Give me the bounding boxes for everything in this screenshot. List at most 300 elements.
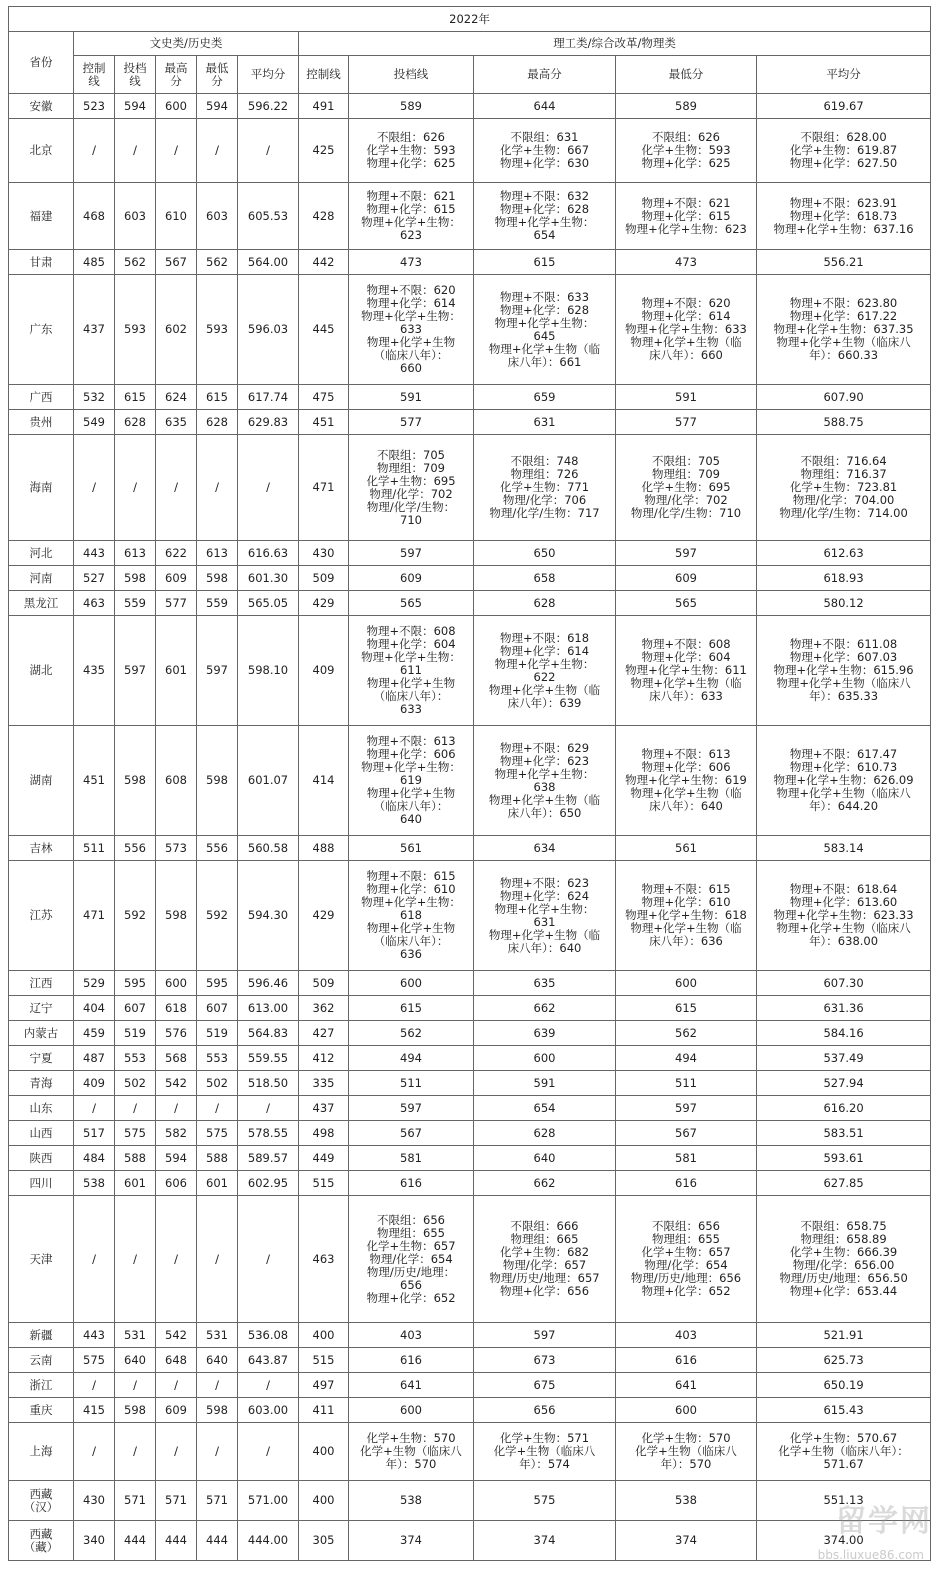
province-cell: 西藏 （汉） — [9, 1481, 74, 1521]
arts-avg-score-cell: 603.00 — [238, 1398, 299, 1423]
province-cell: 上海 — [9, 1423, 74, 1481]
sci-min-score-cell: 473 — [616, 250, 757, 275]
sci-avg-score-cell: 521.91 — [757, 1323, 931, 1348]
sci-filing-line-cell: 567 — [349, 1121, 474, 1146]
sci-filing-line-cell: 374 — [349, 1521, 474, 1561]
arts-filing-line-cell: / — [115, 1423, 156, 1481]
sci-filing-line-cell: 591 — [349, 385, 474, 410]
arts-min-score-cell: 628 — [197, 410, 238, 435]
arts-avg-score-cell: / — [238, 1373, 299, 1398]
table-row — [9, 1398, 931, 1423]
sci-max-score-cell: 591 — [474, 1071, 616, 1096]
arts-avg-score-cell: 564.00 — [238, 250, 299, 275]
province-cell: 陕西 — [9, 1146, 74, 1171]
arts-max-score-cell: 622 — [156, 541, 197, 566]
sci-avg-score-cell: 583.14 — [757, 836, 931, 861]
arts-avg-score-cell: 643.87 — [238, 1348, 299, 1373]
arts-max-score-cell: 606 — [156, 1171, 197, 1196]
arts-avg-score-cell: 601.07 — [238, 726, 299, 836]
sci-max-score-cell: 374 — [474, 1521, 616, 1561]
arts-min-score-cell: 598 — [197, 726, 238, 836]
sci-avg-score-cell: 593.61 — [757, 1146, 931, 1171]
table-row — [9, 1021, 931, 1046]
arts-max-score-cell: 582 — [156, 1121, 197, 1146]
sci-avg-score-cell: 584.16 — [757, 1021, 931, 1046]
sci-max-score-cell: 662 — [474, 996, 616, 1021]
sci-max-score-cell: 659 — [474, 385, 616, 410]
sci-avg-score-cell: 374.00 — [757, 1521, 931, 1561]
sci-min-score-header: 最低分 — [616, 56, 757, 94]
table-row — [9, 410, 931, 435]
province-cell: 福建 — [9, 183, 74, 250]
sci-avg-score-cell: 不限组：628.00 化学+生物：619.87 物理+化学：627.50 — [757, 119, 931, 183]
arts-control-line-cell: / — [74, 1096, 115, 1121]
sci-filing-line-cell: 物理+不限：620 物理+化学：614 物理+化学+生物： 633 物理+化学+生物 （临床八年）： 660 — [349, 275, 474, 385]
sci-avg-score-cell: 527.94 — [757, 1071, 931, 1096]
arts-min-score-cell: 598 — [197, 566, 238, 591]
sci-max-score-cell: 物理+不限：633 物理+化学：628 物理+化学+生物： 645 物理+化学+生物（临 床八年）：661 — [474, 275, 616, 385]
arts-avg-score-cell: 617.74 — [238, 385, 299, 410]
sci-min-score-cell: 562 — [616, 1021, 757, 1046]
arts-min-score-cell: / — [197, 1423, 238, 1481]
arts-filing-line-cell: 595 — [115, 971, 156, 996]
arts-avg-score-cell: 518.50 — [238, 1071, 299, 1096]
sci-min-score-cell: 化学+生物：570 化学+生物（临床八 年）：570 — [616, 1423, 757, 1481]
sci-avg-score-cell: 551.13 — [757, 1481, 931, 1521]
sci-min-score-cell: 物理+不限：608 物理+化学：604 物理+化学+生物：611 物理+化学+生物（临 床八年）：633 — [616, 616, 757, 726]
sci-control-line-cell: 400 — [299, 1423, 349, 1481]
arts-avg-score-cell: 596.22 — [238, 94, 299, 119]
sci-max-score-cell: 物理+不限：629 物理+化学：623 物理+化学+生物： 638 物理+化学+生物（临 床八年）：650 — [474, 726, 616, 836]
province-cell: 甘肃 — [9, 250, 74, 275]
arts-filing-line-cell: 556 — [115, 836, 156, 861]
arts-max-score-cell: 573 — [156, 836, 197, 861]
watermark-logo: 留学网 — [836, 1504, 932, 1539]
arts-control-line-cell: / — [74, 119, 115, 183]
sci-avg-score-cell: 612.63 — [757, 541, 931, 566]
province-cell: 辽宁 — [9, 996, 74, 1021]
sci-control-line-cell: 305 — [299, 1521, 349, 1561]
table-row — [9, 250, 931, 275]
arts-min-score-cell: 519 — [197, 1021, 238, 1046]
province-cell: 海南 — [9, 435, 74, 541]
arts-control-line-cell: 523 — [74, 94, 115, 119]
province-cell: 江苏 — [9, 861, 74, 971]
sci-filing-line-cell: 616 — [349, 1348, 474, 1373]
arts-avg-score-cell: 596.03 — [238, 275, 299, 385]
sci-min-score-cell: 物理+不限：620 物理+化学：614 物理+化学+生物：633 物理+化学+生物（临 床八年）：660 — [616, 275, 757, 385]
arts-max-score-cell: 635 — [156, 410, 197, 435]
sci-control-line-cell: 497 — [299, 1373, 349, 1398]
sci-min-score-cell: 597 — [616, 1096, 757, 1121]
sci-min-score-cell: 615 — [616, 996, 757, 1021]
sci-min-score-cell: 403 — [616, 1323, 757, 1348]
sci-avg-score-header: 平均分 — [757, 56, 931, 94]
arts-min-score-cell: 556 — [197, 836, 238, 861]
arts-max-score-cell: 598 — [156, 861, 197, 971]
sci-avg-score-cell: 物理+不限：623.80 物理+化学：617.22 物理+化学+生物：637.35 物理+化学+生物（临床八 年）：660.33 — [757, 275, 931, 385]
arts-control-line-cell: 517 — [74, 1121, 115, 1146]
table-row — [9, 183, 931, 250]
arts-max-score-cell: 444 — [156, 1521, 197, 1561]
sci-min-score-cell: 616 — [616, 1348, 757, 1373]
arts-max-score-cell: 567 — [156, 250, 197, 275]
arts-avg-score-cell: / — [238, 119, 299, 183]
sci-max-score-cell: 673 — [474, 1348, 616, 1373]
arts-max-score-cell: / — [156, 119, 197, 183]
arts-avg-score-cell: / — [238, 1196, 299, 1323]
arts-control-line-cell: 435 — [74, 616, 115, 726]
province-cell: 青海 — [9, 1071, 74, 1096]
sci-control-line-cell: 437 — [299, 1096, 349, 1121]
arts-max-score-cell: / — [156, 1373, 197, 1398]
sci-avg-score-cell: 不限组：716.64 物理组：716.37 化学+生物：723.81 物理/化学：704.00 物理/化学/生物：714.00 — [757, 435, 931, 541]
sci-control-line-cell: 362 — [299, 996, 349, 1021]
table-row — [9, 1373, 931, 1398]
table-row — [9, 1046, 931, 1071]
sci-avg-score-cell: 625.73 — [757, 1348, 931, 1373]
sci-control-line-cell: 451 — [299, 410, 349, 435]
table-row — [9, 971, 931, 996]
table-row — [9, 861, 931, 971]
sci-filing-line-cell: 565 — [349, 591, 474, 616]
arts-min-score-cell: 595 — [197, 971, 238, 996]
sci-control-line-cell: 427 — [299, 1021, 349, 1046]
table-row — [9, 1423, 931, 1481]
sci-control-line-cell: 414 — [299, 726, 349, 836]
sci-control-line-cell: 463 — [299, 1196, 349, 1323]
arts-min-score-cell: 531 — [197, 1323, 238, 1348]
arts-filing-line-cell: 553 — [115, 1046, 156, 1071]
sci-min-score-cell: 567 — [616, 1121, 757, 1146]
sci-avg-score-cell: 607.30 — [757, 971, 931, 996]
sci-max-score-cell: 不限组：748 物理组：726 化学+生物：771 物理/化学：706 物理/化学/生物：717 — [474, 435, 616, 541]
sci-filing-line-cell: 511 — [349, 1071, 474, 1096]
arts-avg-score-cell: 444.00 — [238, 1521, 299, 1561]
sci-control-line-cell: 445 — [299, 275, 349, 385]
table-row — [9, 836, 931, 861]
sci-control-line-cell: 509 — [299, 971, 349, 996]
sci-control-line-cell: 491 — [299, 94, 349, 119]
arts-avg-score-cell: 629.83 — [238, 410, 299, 435]
sci-filing-line-cell: 403 — [349, 1323, 474, 1348]
arts-max-score-cell: 624 — [156, 385, 197, 410]
sci-max-score-cell: 物理+不限：623 物理+化学：624 物理+化学+生物： 631 物理+化学+生物（临 床八年）：640 — [474, 861, 616, 971]
arts-max-score-cell: 600 — [156, 971, 197, 996]
sci-min-score-cell: 物理+不限：615 物理+化学：610 物理+化学+生物：618 物理+化学+生物（临 床八年）：636 — [616, 861, 757, 971]
sci-filing-line-cell: 538 — [349, 1481, 474, 1521]
arts-min-score-cell: 588 — [197, 1146, 238, 1171]
sci-control-line-cell: 471 — [299, 435, 349, 541]
table-row — [9, 996, 931, 1021]
arts-avg-score-cell: / — [238, 1096, 299, 1121]
sci-min-score-cell: 不限组：705 物理组：709 化学+生物：695 物理/化学：702 物理/化学/生物：710 — [616, 435, 757, 541]
arts-control-line-cell: 529 — [74, 971, 115, 996]
arts-max-score-cell: 610 — [156, 183, 197, 250]
province-cell: 云南 — [9, 1348, 74, 1373]
arts-avg-score-cell: 605.53 — [238, 183, 299, 250]
sci-control-line-cell: 411 — [299, 1398, 349, 1423]
sci-max-score-cell: 675 — [474, 1373, 616, 1398]
province-cell: 西藏 （藏） — [9, 1521, 74, 1561]
arts-control-line-cell: 538 — [74, 1171, 115, 1196]
arts-control-line-cell: 459 — [74, 1021, 115, 1046]
arts-filing-line-cell: 562 — [115, 250, 156, 275]
arts-filing-line-cell: 640 — [115, 1348, 156, 1373]
arts-avg-score-cell: 602.95 — [238, 1171, 299, 1196]
sci-avg-score-cell: 650.19 — [757, 1373, 931, 1398]
arts-min-score-cell: 615 — [197, 385, 238, 410]
arts-max-score-cell: / — [156, 1096, 197, 1121]
sci-control-line-cell: 412 — [299, 1046, 349, 1071]
arts-min-score-cell: 444 — [197, 1521, 238, 1561]
sci-filing-line-cell: 不限组：626 化学+生物：593 物理+化学：625 — [349, 119, 474, 183]
sci-control-line-cell: 509 — [299, 566, 349, 591]
arts-avg-score-cell: 598.10 — [238, 616, 299, 726]
sci-avg-score-cell: 556.21 — [757, 250, 931, 275]
province-cell: 重庆 — [9, 1398, 74, 1423]
arts-min-score-cell: 575 — [197, 1121, 238, 1146]
sci-max-score-header: 最高分 — [474, 56, 616, 94]
admission-score-table — [8, 6, 931, 1561]
arts-control-line-cell: / — [74, 1423, 115, 1481]
sci-max-score-cell: 640 — [474, 1146, 616, 1171]
arts-filing-line-cell: 613 — [115, 541, 156, 566]
table-row — [9, 1348, 931, 1373]
arts-max-score-cell: 571 — [156, 1481, 197, 1521]
arts-max-score-cell: 576 — [156, 1021, 197, 1046]
table-row — [9, 1521, 931, 1561]
arts-filing-line-cell: 597 — [115, 616, 156, 726]
province-cell: 广东 — [9, 275, 74, 385]
sci-control-line-cell: 449 — [299, 1146, 349, 1171]
sci-control-line-cell: 409 — [299, 616, 349, 726]
arts-filing-line-cell: / — [115, 1196, 156, 1323]
arts-max-score-cell: 600 — [156, 94, 197, 119]
arts-filing-line-cell: 444 — [115, 1521, 156, 1561]
arts-max-score-cell: 577 — [156, 591, 197, 616]
sci-min-score-cell: 609 — [616, 566, 757, 591]
arts-min-score-cell: / — [197, 119, 238, 183]
sci-max-score-cell: 597 — [474, 1323, 616, 1348]
sci-filing-line-cell: 不限组：705 物理组：709 化学+生物：695 物理/化学：702 物理/化学/生物： 710 — [349, 435, 474, 541]
table-row — [9, 385, 931, 410]
sci-max-score-cell: 654 — [474, 1096, 616, 1121]
arts-min-score-cell: / — [197, 1096, 238, 1121]
arts-min-score-cell: 613 — [197, 541, 238, 566]
arts-filing-line-cell: 594 — [115, 94, 156, 119]
arts-min-score-cell: 559 — [197, 591, 238, 616]
sci-filing-line-cell: 609 — [349, 566, 474, 591]
arts-min-score-cell: 597 — [197, 616, 238, 726]
sci-filing-line-cell: 641 — [349, 1373, 474, 1398]
sci-control-line-cell: 515 — [299, 1171, 349, 1196]
arts-filing-line-cell: 571 — [115, 1481, 156, 1521]
arts-avg-score-cell: / — [238, 435, 299, 541]
science-group-header: 理工类/综合改革/物理类 — [299, 32, 931, 56]
sci-control-line-cell: 488 — [299, 836, 349, 861]
arts-control-line-cell: 549 — [74, 410, 115, 435]
sci-filing-line-cell: 597 — [349, 541, 474, 566]
sci-avg-score-cell: 化学+生物：570.67 化学+生物（临床八年）： 571.67 — [757, 1423, 931, 1481]
arts-filing-line-cell: 607 — [115, 996, 156, 1021]
arts-min-score-cell: 640 — [197, 1348, 238, 1373]
sci-avg-score-cell: 物理+不限：617.47 物理+化学：610.73 物理+化学+生物：626.09 物理+化学+生物（临床八 年）：644.20 — [757, 726, 931, 836]
arts-min-score-cell: 571 — [197, 1481, 238, 1521]
arts-min-score-header: 最低 分 — [197, 56, 238, 94]
province-cell: 贵州 — [9, 410, 74, 435]
arts-filing-line-cell: 592 — [115, 861, 156, 971]
sci-min-score-cell: 591 — [616, 385, 757, 410]
arts-control-line-cell: 484 — [74, 1146, 115, 1171]
sci-control-line-cell: 335 — [299, 1071, 349, 1096]
arts-max-score-cell: 601 — [156, 616, 197, 726]
sci-avg-score-cell: 616.20 — [757, 1096, 931, 1121]
arts-avg-score-cell: 616.63 — [238, 541, 299, 566]
arts-filing-line-header: 投档 线 — [115, 56, 156, 94]
province-cell: 湖北 — [9, 616, 74, 726]
arts-min-score-cell: 607 — [197, 996, 238, 1021]
sci-control-line-cell: 425 — [299, 119, 349, 183]
sci-min-score-cell: 374 — [616, 1521, 757, 1561]
table-row — [9, 616, 931, 726]
sci-min-score-cell: 561 — [616, 836, 757, 861]
sci-control-line-cell: 428 — [299, 183, 349, 250]
sci-min-score-cell: 物理+不限：613 物理+化学：606 物理+化学+生物：619 物理+化学+生物（临 床八年）：640 — [616, 726, 757, 836]
arts-filing-line-cell: 615 — [115, 385, 156, 410]
arts-max-score-cell: 609 — [156, 566, 197, 591]
arts-control-line-cell: / — [74, 1196, 115, 1323]
arts-min-score-cell: 603 — [197, 183, 238, 250]
arts-control-line-cell: 409 — [74, 1071, 115, 1096]
sci-max-score-cell: 634 — [474, 836, 616, 861]
sci-min-score-cell: 589 — [616, 94, 757, 119]
sci-avg-score-cell: 物理+不限：618.64 物理+化学：613.60 物理+化学+生物：623.33 物理+化学+生物（临床八 年）：638.00 — [757, 861, 931, 971]
sci-min-score-cell: 641 — [616, 1373, 757, 1398]
sci-max-score-cell: 600 — [474, 1046, 616, 1071]
table-row — [9, 591, 931, 616]
arts-filing-line-cell: 502 — [115, 1071, 156, 1096]
sci-filing-line-cell: 物理+不限：613 物理+化学：606 物理+化学+生物： 619 物理+化学+生物 （临床八年）： 640 — [349, 726, 474, 836]
sci-max-score-cell: 615 — [474, 250, 616, 275]
year-header: 2022年 — [9, 7, 931, 32]
province-cell: 内蒙古 — [9, 1021, 74, 1046]
table-row — [9, 1146, 931, 1171]
province-cell: 天津 — [9, 1196, 74, 1323]
arts-control-line-cell: 451 — [74, 726, 115, 836]
sci-filing-line-cell: 473 — [349, 250, 474, 275]
arts-filing-line-cell: 603 — [115, 183, 156, 250]
arts-filing-line-cell: 575 — [115, 1121, 156, 1146]
sci-filing-line-cell: 494 — [349, 1046, 474, 1071]
sci-min-score-cell: 600 — [616, 1398, 757, 1423]
sci-filing-line-cell: 616 — [349, 1171, 474, 1196]
table-row — [9, 119, 931, 183]
sci-max-score-cell: 658 — [474, 566, 616, 591]
arts-control-line-cell: 463 — [74, 591, 115, 616]
arts-control-line-cell: 532 — [74, 385, 115, 410]
table-row — [9, 435, 931, 541]
sci-min-score-cell: 不限组：626 化学+生物：593 物理+化学：625 — [616, 119, 757, 183]
table-row — [9, 726, 931, 836]
sci-avg-score-cell: 物理+不限：611.08 物理+化学：607.03 物理+化学+生物：615.96 物理+化学+生物（临床八 年）：635.33 — [757, 616, 931, 726]
province-cell: 新疆 — [9, 1323, 74, 1348]
arts-max-score-cell: 608 — [156, 726, 197, 836]
province-cell: 河北 — [9, 541, 74, 566]
sci-avg-score-cell: 583.51 — [757, 1121, 931, 1146]
arts-filing-line-cell: 519 — [115, 1021, 156, 1046]
arts-max-score-cell: 542 — [156, 1323, 197, 1348]
sci-control-line-header: 控制线 — [299, 56, 349, 94]
sci-min-score-cell: 600 — [616, 971, 757, 996]
sci-filing-line-cell: 577 — [349, 410, 474, 435]
sci-avg-score-cell: 580.12 — [757, 591, 931, 616]
arts-min-score-cell: 502 — [197, 1071, 238, 1096]
table-row — [9, 541, 931, 566]
sci-max-score-cell: 635 — [474, 971, 616, 996]
sci-avg-score-cell: 631.36 — [757, 996, 931, 1021]
arts-filing-line-cell: / — [115, 1373, 156, 1398]
province-cell: 安徽 — [9, 94, 74, 119]
province-cell: 江西 — [9, 971, 74, 996]
sci-filing-line-cell: 600 — [349, 971, 474, 996]
sci-max-score-cell: 化学+生物：571 化学+生物（临床八 年）：574 — [474, 1423, 616, 1481]
arts-control-line-cell: 468 — [74, 183, 115, 250]
sci-max-score-cell: 不限组：631 化学+生物：667 物理+化学：630 — [474, 119, 616, 183]
province-header: 省份 — [9, 32, 74, 94]
sci-avg-score-cell: 不限组：658.75 物理组：658.89 化学+生物：666.39 物理/化学：656.00 物理/历史/地理：656.50 物理+化学：653.44 — [757, 1196, 931, 1323]
sci-control-line-cell: 400 — [299, 1323, 349, 1348]
table-row — [9, 275, 931, 385]
arts-max-score-cell: 594 — [156, 1146, 197, 1171]
arts-control-line-cell: 340 — [74, 1521, 115, 1561]
arts-avg-score-cell: 589.57 — [238, 1146, 299, 1171]
arts-avg-score-cell: 594.30 — [238, 861, 299, 971]
arts-filing-line-cell: 598 — [115, 1398, 156, 1423]
sci-max-score-cell: 不限组：666 物理组：665 化学+生物：682 物理/化学：657 物理/历史/地理：657 物理+化学：656 — [474, 1196, 616, 1323]
arts-avg-score-header: 平均分 — [238, 56, 299, 94]
arts-min-score-cell: 553 — [197, 1046, 238, 1071]
sci-min-score-cell: 不限组：656 物理组：655 化学+生物：657 物理/化学：654 物理/历史/地理：656 物理+化学：652 — [616, 1196, 757, 1323]
arts-avg-score-cell: 571.00 — [238, 1481, 299, 1521]
sci-filing-line-cell: 600 — [349, 1398, 474, 1423]
sci-min-score-cell: 581 — [616, 1146, 757, 1171]
sci-filing-line-cell: 物理+不限：608 物理+化学：604 物理+化学+生物： 611 物理+化学+生物 （临床八年）： 633 — [349, 616, 474, 726]
sci-max-score-cell: 575 — [474, 1481, 616, 1521]
sci-avg-score-cell: 615.43 — [757, 1398, 931, 1423]
sci-filing-line-cell: 615 — [349, 996, 474, 1021]
arts-avg-score-cell: 559.55 — [238, 1046, 299, 1071]
province-cell: 北京 — [9, 119, 74, 183]
table-row — [9, 1481, 931, 1521]
sci-max-score-cell: 644 — [474, 94, 616, 119]
sci-max-score-cell: 650 — [474, 541, 616, 566]
arts-avg-score-cell: / — [238, 1423, 299, 1481]
arts-avg-score-cell: 596.46 — [238, 971, 299, 996]
arts-avg-score-cell: 601.30 — [238, 566, 299, 591]
province-cell: 浙江 — [9, 1373, 74, 1398]
sci-min-score-cell: 494 — [616, 1046, 757, 1071]
sci-min-score-cell: 511 — [616, 1071, 757, 1096]
sci-control-line-cell: 429 — [299, 861, 349, 971]
sci-avg-score-cell: 物理+不限：623.91 物理+化学：618.73 物理+化学+生物：637.16 — [757, 183, 931, 250]
province-cell: 吉林 — [9, 836, 74, 861]
arts-control-line-cell: 485 — [74, 250, 115, 275]
arts-control-line-cell: 511 — [74, 836, 115, 861]
sci-control-line-cell: 498 — [299, 1121, 349, 1146]
arts-filing-line-cell: 593 — [115, 275, 156, 385]
table-row — [9, 1121, 931, 1146]
